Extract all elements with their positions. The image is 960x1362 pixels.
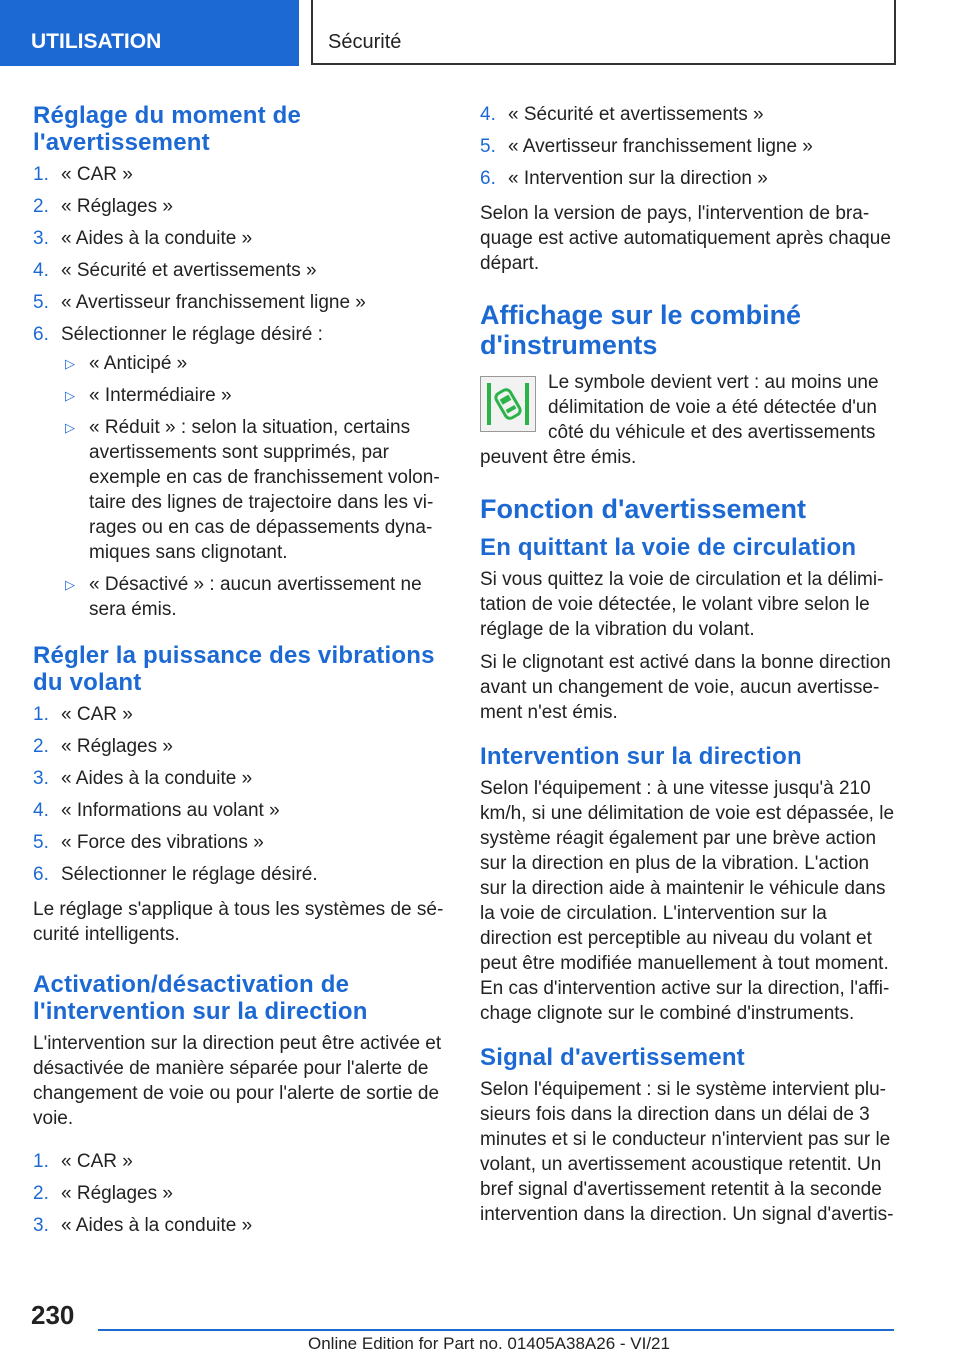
sub-options: [61, 351, 447, 622]
section-tab: UTILISATION: [0, 0, 299, 66]
list-item: 3. « Aides à la conduite »: [33, 768, 253, 789]
display-description: [480, 370, 898, 470]
steps-continued: [480, 102, 898, 191]
steering-intervention-text: Selon l'équipement : à une vitesse jusqu'à 210 km/h, si une délimitation de voie est dépassée, le système réagit également par une brève action sur la direction en plus de la vibration. L'action sur la direction aide à maintenir le véhicule dans la voie de circulation. L'intervention sur la direction est perceptible au niveau du volant et peut être modifiée manuellement à tout moment. En cas d'intervention active sur la direction, l'affichage clignote sur le combiné d'instruments.: [480, 778, 895, 1024]
list-item: ▷ « Réduit » : selon la situation, certains avertissements sont supprimés, par exemple en cas de franchissement volontaire des lignes de trajectoire dans les virages ou en cas de dépassements dynamiques sans clignotant.: [65, 417, 440, 563]
auto-activation-text: Selon la version de pays, l'intervention de braquage est active automatiquement après chaque départ.: [480, 203, 891, 274]
display-text: Le symbole devient vert : au moins une délimitation de voie a été détectée d'un côté du véhicule et des avertissements peuvent être émis.: [480, 372, 879, 468]
left-column: [33, 102, 447, 1248]
list-item: ▷ « Anticipé »: [65, 353, 188, 374]
list-item: 2. « Réglages »: [33, 196, 173, 217]
list-item: 4. « Informations au volant »: [33, 800, 280, 821]
list-item: 3. « Aides à la conduite »: [33, 1215, 253, 1236]
triangle-bullet-icon: ▷: [65, 420, 75, 435]
heading-steering-toggle: Activation/désactivation de l'intervention sur la direction: [33, 971, 368, 1025]
leaving-lane-text-2: Si le clignotant est activé dans la bonne direction avant un changement de voie, aucun avertissement n'est émis.: [480, 652, 891, 723]
heading-vibration-strength: Régler la puissance des vibrations du volant: [33, 642, 435, 696]
topic-tab: Sécurité: [311, 0, 896, 65]
warning-signal-text: Selon l'équipement : si le système intervient plusieurs fois dans la direction dans un délai de 3 minutes et si le conducteur n'intervient pas sur le volant, un avertissement acoustique retentit. Un bref signal d'avertissement retentit à la seconde intervention dans la direction. Un signal d'avertis-: [480, 1079, 894, 1225]
list-item: 1. « CAR »: [33, 704, 133, 725]
triangle-bullet-icon: ▷: [65, 356, 75, 371]
list-item: 5. « Force des vibrations »: [33, 832, 264, 853]
list-item: 4. « Sécurité et avertissements »: [480, 104, 764, 125]
list-item: 6. « Intervention sur la direction »: [480, 168, 768, 189]
page-number: 230: [31, 1300, 75, 1330]
heading-warning-function: Fonction d'avertissement: [480, 494, 806, 524]
heading-instrument-display: Affichage sur le combiné d'instruments: [480, 300, 802, 360]
steps-steering: [33, 1149, 447, 1238]
leaving-lane-text-1: Si vous quittez la voie de circulation et la délimitation de voie détectée, le volant vibre selon le réglage de la vibration du volant.: [480, 569, 884, 640]
heading-warning-signal: Signal d'avertissement: [480, 1044, 745, 1071]
list-item: 2. « Réglages »: [33, 736, 173, 757]
steps-warning-timing: [33, 162, 447, 622]
list-item: ▷ « Intermédiaire »: [65, 385, 232, 406]
list-item: 5. « Avertisseur franchissement ligne »: [33, 292, 366, 313]
right-column: [480, 102, 898, 1235]
edition-footer: Online Edition for Part no. 01405A38A26 - VI/21: [308, 1334, 670, 1353]
list-item: 6. Sélectionner le réglage désiré.: [33, 864, 318, 885]
steps-vibration: [33, 702, 447, 887]
list-item: ▷ « Désactivé » : aucun avertissement ne sera émis.: [65, 574, 422, 620]
list-item: 3. « Aides à la conduite »: [33, 228, 253, 249]
heading-warning-timing: Réglage du moment de l'avertissement: [33, 102, 302, 156]
steering-toggle-text: L'intervention sur la direction peut être activée et désactivée de manière séparée pour l'alerte de changement de voie ou pour l'alerte de sortie de voie.: [33, 1033, 442, 1129]
lane-departure-icon: [480, 376, 536, 432]
list-item: 1. « CAR »: [33, 164, 133, 185]
vibration-note: Le réglage s'applique à tous les systèmes de sécurité intelligents.: [33, 899, 444, 945]
footer-divider: [98, 1329, 894, 1331]
heading-leaving-lane: En quittant la voie de circulation: [480, 534, 857, 561]
list-item: 6. Sélectionner le réglage désiré : ▷ « Anticipé » ▷ « Intermédiaire » ▷ « Réduit » : selon la situation, certains avertissements sont supprimés, par exemple en cas de franchissement volontaire des lignes de trajectoire dans les virages ou en cas de dépassements dynamiques sans clignotant. ▷ « Désactivé » : aucun avertissement ne sera émis.: [33, 322, 447, 622]
heading-steering-intervention: Intervention sur la direction: [480, 743, 802, 770]
list-item: 5. « Avertisseur franchissement ligne »: [480, 136, 813, 157]
list-item: 2. « Réglages »: [33, 1183, 173, 1204]
triangle-bullet-icon: ▷: [65, 388, 75, 403]
triangle-bullet-icon: ▷: [65, 577, 75, 592]
list-item: 4. « Sécurité et avertissements »: [33, 260, 317, 281]
list-item: 1. « CAR »: [33, 1151, 133, 1172]
